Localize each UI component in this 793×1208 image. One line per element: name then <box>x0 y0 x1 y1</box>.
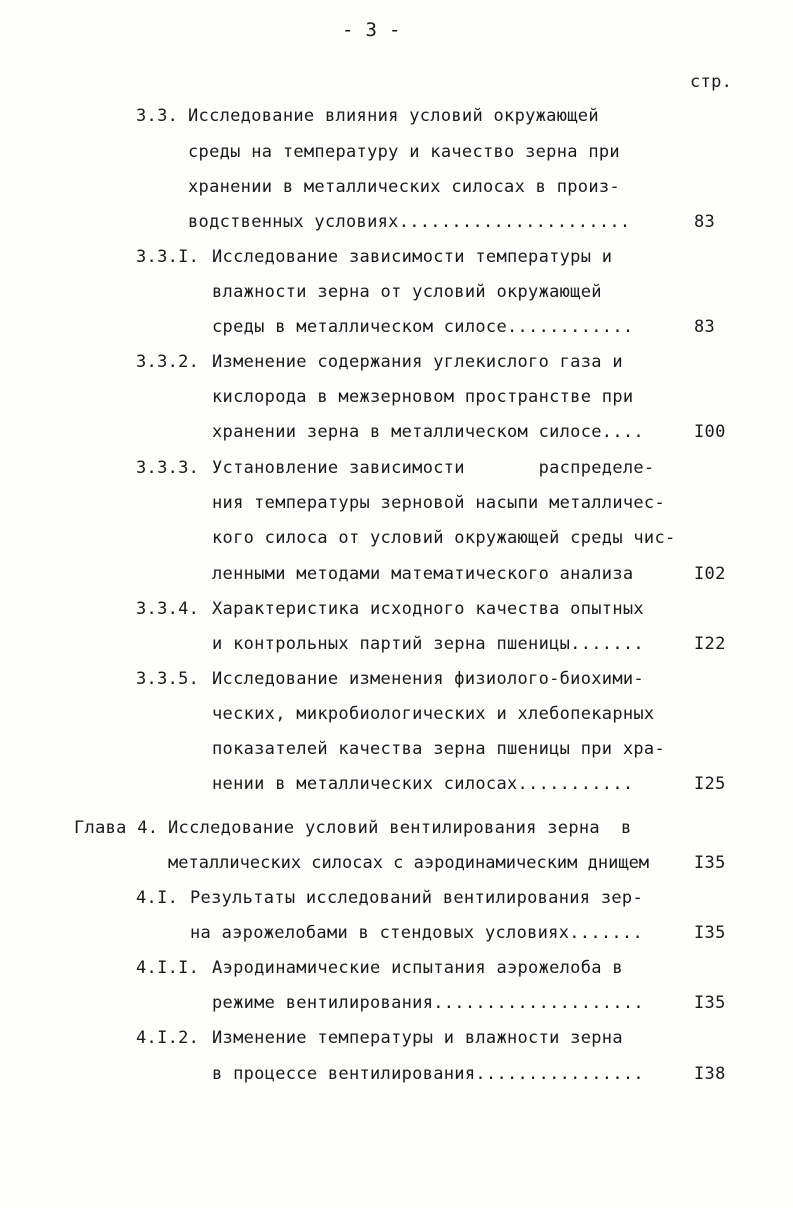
toc-entry-page: 83 <box>694 317 716 337</box>
toc-entry-line: Изменение температуры и влажности зерна <box>212 1028 623 1048</box>
toc-entry-line: среды на температуру и качество зерна при <box>188 142 620 162</box>
toc-entry-page: I02 <box>694 564 726 584</box>
toc-entry-number: 3.3.2. <box>136 352 200 372</box>
toc-entry-page: I35 <box>694 993 726 1013</box>
toc-entry-number: 3.3.3. <box>136 458 200 478</box>
toc-entry-number: 3.3.4. <box>136 599 200 619</box>
toc-entry-line: хранении в металлических силосах в произ- <box>188 177 620 197</box>
page-number: - 3 - <box>342 19 401 41</box>
toc-entry-page: I25 <box>694 774 726 794</box>
toc-entry-page: I35 <box>694 923 726 943</box>
toc-entry-line: Исследование изменения физиолого-биохими- <box>212 669 644 689</box>
toc-entry-page: 83 <box>694 212 716 232</box>
toc-entry-line: ния температуры зерновой насыпи металличес- <box>212 493 665 513</box>
toc-entry-number: 4.I.2. <box>136 1028 200 1048</box>
toc-entry-line: и контрольных партий зерна пшеницы....... <box>212 634 644 654</box>
toc-entry-line: Исследование условий вентилирования зерна в <box>168 818 632 838</box>
toc-entry-page: I00 <box>694 422 726 442</box>
toc-entry-line: Результаты исследований вентилирования зер- <box>190 888 643 908</box>
toc-entry-line: кислорода в межзерновом пространстве при <box>212 387 634 407</box>
toc-entry-number: 3.3.5. <box>136 669 200 689</box>
toc-entry-line: хранении зерна в металлическом силосе.... <box>212 422 644 442</box>
toc-entry-line: в процессе вентилирования................ <box>212 1064 644 1084</box>
toc-entry-line: Аэродинамические испытания аэрожелоба в <box>212 958 623 978</box>
toc-entry-number: 4.I. <box>136 888 179 908</box>
toc-entry-line: режиме вентилирования.................... <box>212 993 644 1013</box>
toc-entry-line: ческих, микробиологических и хлебопекарных <box>212 704 655 724</box>
toc-entry-line: показателей качества зерна пшеницы при хра- <box>212 739 665 759</box>
toc-entry-line: кого силоса от условий окружающей среды чис- <box>212 528 676 548</box>
toc-entry-line: Исследование влияния условий окружающей <box>188 106 599 126</box>
toc-entry-line: металлических силосах с аэродинамическим днищем <box>168 853 650 873</box>
toc-entry-page: I35 <box>694 853 726 873</box>
toc-entry-number: 3.3. <box>136 106 179 126</box>
toc-entry-line: ленными методами математического анализа <box>212 564 634 584</box>
toc-entry-page: I38 <box>694 1064 726 1084</box>
toc-chapter-number: Глава 4. <box>74 818 159 838</box>
page-column-header: стр. <box>690 72 733 92</box>
toc-entry-line: Установление зависимости распределе- <box>212 458 655 478</box>
toc-entry-line: Исследование зависимости температуры и <box>212 247 613 267</box>
toc-entry-number: 4.I.I. <box>136 958 200 978</box>
toc-entry-line: влажности зерна от условий окружающей <box>212 282 602 302</box>
toc-entry-page: I22 <box>694 634 726 654</box>
toc-entry-line: водственных условиях...................... <box>188 212 631 232</box>
toc-entry-line: на аэрожелобами в стендовых условиях....... <box>190 923 643 943</box>
toc-entry-line: нении в металлических силосах........... <box>212 774 634 794</box>
toc-entry-line: Характеристика исходного качества опытных <box>212 599 644 619</box>
toc-entry-line: Изменение содержания углекислого газа и <box>212 352 623 372</box>
toc-entry-line: среды в металлическом силосе............ <box>212 317 634 337</box>
toc-entry-number: 3.3.I. <box>136 247 200 267</box>
